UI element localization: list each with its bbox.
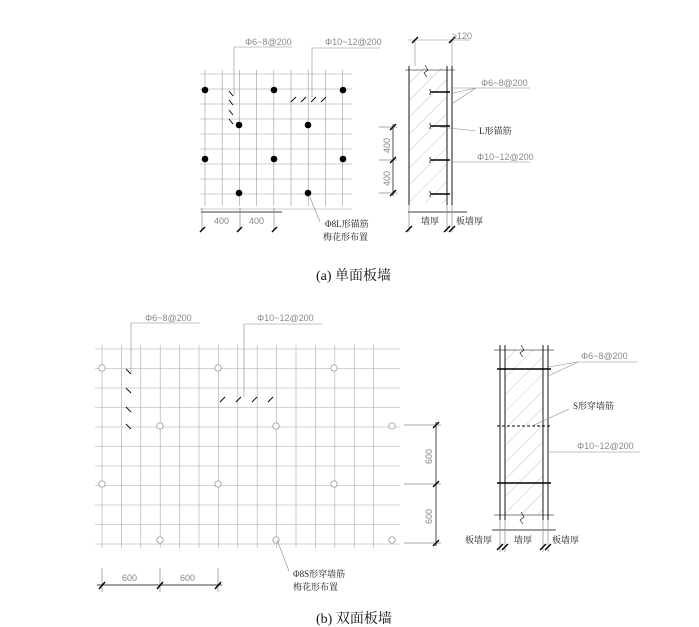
grid-b: [95, 345, 400, 548]
anchor-circle: [331, 481, 337, 487]
section-b-dim-plate-left: 板墙厚: [465, 535, 493, 545]
caption-a: (a) 单面板墙: [316, 269, 392, 284]
dim-h-a: [200, 208, 282, 232]
anchor-circle: [99, 365, 105, 371]
dim-v-a2: 400: [382, 170, 392, 186]
anchor-dot: [305, 190, 312, 197]
anchor-circle: [273, 423, 279, 429]
section-b-rebar2: Φ10~12@200: [577, 441, 634, 451]
anchor-note-b1: Φ8S形穿墙筋: [293, 569, 346, 579]
dim-h-a1: 400: [214, 216, 230, 226]
caption-b: (b) 双面板墙: [316, 612, 392, 627]
anchor-circle: [215, 481, 221, 487]
section-a: [405, 31, 534, 232]
rebar-label-a2: Φ10~12@200: [325, 37, 382, 47]
section-b-dim-wall: 墙厚: [514, 535, 533, 545]
rebar-ticks-b: [126, 369, 273, 429]
anchor-dot: [271, 156, 278, 163]
section-a-anchor: L形锚筋: [479, 126, 512, 136]
anchor-dot: [340, 156, 347, 163]
anchor-note-b2: 梅花形布置: [293, 582, 339, 592]
rebar-label-b2: Φ10~12@200: [257, 313, 314, 323]
dim-h-a2: 400: [249, 216, 265, 226]
section-b-anchor: S形穿墙筋: [573, 401, 615, 411]
section-b-dim-plate-right: 板墙厚: [552, 535, 580, 545]
anchor-circle: [99, 481, 105, 487]
anchor-circle: [389, 537, 395, 543]
dim-h-b2: 600: [180, 573, 196, 583]
section-a-rebar2: Φ10~12@200: [477, 152, 534, 162]
section-b: [465, 345, 640, 552]
anchor-dot: [271, 87, 278, 94]
anchor-dot: [236, 122, 243, 129]
plan-a: [200, 37, 397, 242]
rebar-label-b1: Φ6~8@200: [145, 313, 192, 323]
anchor-dot: [236, 190, 243, 197]
plan-b: [95, 313, 441, 592]
anchor-note-a1: Φ8L形锚筋: [325, 219, 369, 229]
dim-v-b1: 600: [424, 448, 434, 464]
anchor-circle: [389, 423, 395, 429]
dim-h-b1: 600: [122, 573, 138, 583]
anchor-dot: [202, 156, 209, 163]
anchor-circles-b: [99, 365, 395, 543]
rebar-label-a1: Φ6~8@200: [245, 37, 292, 47]
anchor-circle: [215, 365, 221, 371]
section-a-dim-wall: 墙厚: [421, 216, 440, 226]
anchor-circle: [331, 365, 337, 371]
anchor-circle: [157, 423, 163, 429]
section-a-rebar1: Φ6~8@200: [481, 78, 528, 88]
section-a-dim-plate: 板墙厚: [456, 216, 484, 226]
section-a-top: ≥120: [452, 31, 472, 41]
anchor-note-a2: 梅花形布置: [323, 232, 369, 242]
anchor-circle: [157, 537, 163, 543]
dim-v-b2: 600: [424, 508, 434, 524]
anchor-dot: [340, 87, 347, 94]
anchor-dot: [202, 87, 209, 94]
section-b-rebar1: Φ6~8@200: [581, 351, 628, 361]
dim-v-a1: 400: [382, 137, 392, 153]
anchor-circle: [273, 537, 279, 543]
anchor-dot: [305, 122, 312, 129]
